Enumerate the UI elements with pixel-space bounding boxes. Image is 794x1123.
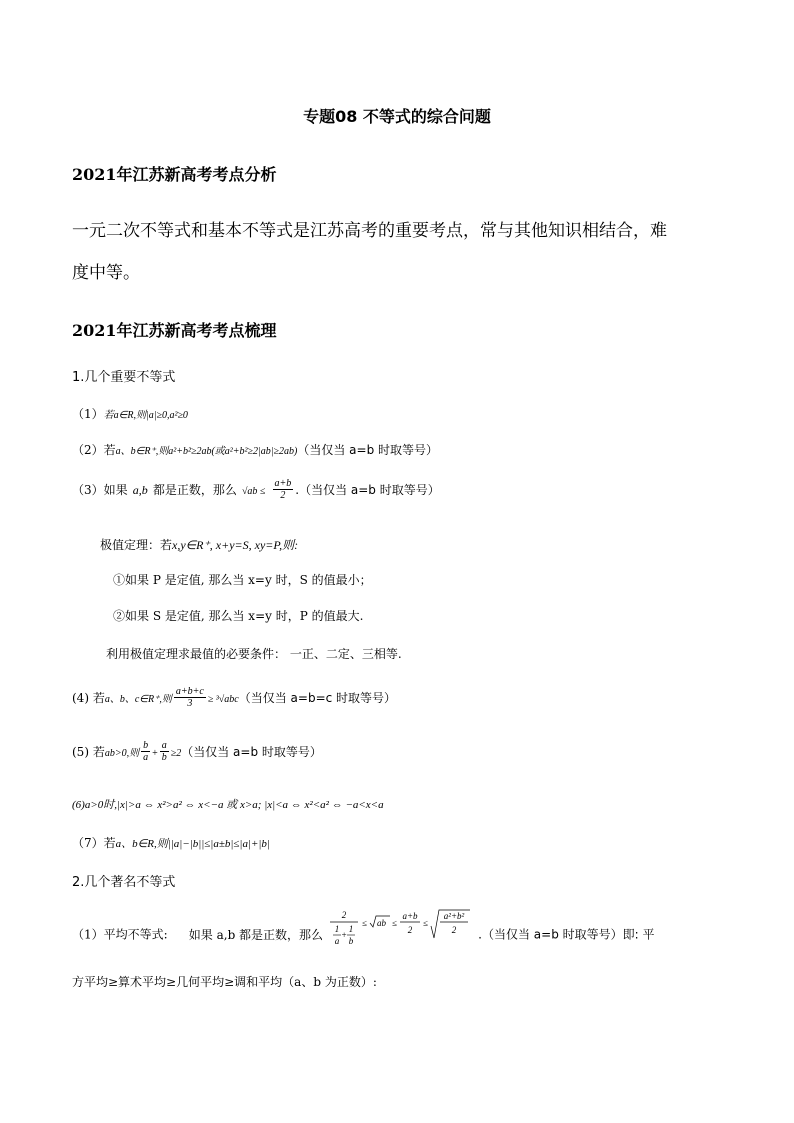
svg-text:≤: ≤ [423,918,429,928]
svg-text:a+b: a+b [402,911,418,921]
analysis-line-1: 一元二次不等式和基本不等式是江苏高考的重要考点，常与其他知识相结合，难 [72,221,667,241]
item-label: （2）若 [72,443,116,457]
equality-note: .（当仅当 a=b 时取等号）即: 平 [478,927,655,942]
inequality-item-2 [72,439,438,458]
svg-text:a: a [334,936,340,946]
svg-text:b: b [348,936,354,946]
analysis-line-2: 度中等。 [72,263,140,283]
item-label: （1） [72,407,104,421]
item-label: (4) 若 [72,691,105,705]
mean-chain-formula [328,908,478,960]
svg-text:2: 2 [451,925,457,935]
svg-text:2: 2 [407,925,413,935]
item-vars: a,b [132,483,148,497]
item-label: (5) 若 [72,745,105,759]
item-math: ab>0,则 [104,748,140,759]
item-rhs: ≥ ³√abc [207,694,239,705]
svg-text:a²+b²: a²+b² [443,911,465,921]
svg-text:2: 2 [341,910,347,920]
equality-note: （当仅当 a=b 时取等号） [181,745,322,759]
svg-text:1: 1 [334,924,340,934]
item-label: （7）若 [72,836,116,850]
item-math: a、b∈R⁺,则a²+b²≥2ab(或a²+b²≥2|ab|≥2ab) [115,446,298,457]
svg-text:≤: ≤ [392,918,398,928]
mean-inequality [72,908,654,960]
inequality-item-3 [72,478,440,501]
item-math: a、b∈R,则||a|−|b||≤|a±b|≤|a|+|b| [115,838,270,850]
heading-important-inequalities: 1.几个重要不等式 [72,370,176,385]
theorem-intro: 极值定理：若 [100,538,173,552]
heading-famous-inequalities: 2.几个著名不等式 [72,875,176,890]
equality-note: .（当仅当 a=b 时取等号） [295,483,440,497]
item-lhs: √ab ≤ [241,486,266,497]
item-label: （3）如果 [72,483,128,497]
item-text: 都是正数，那么 [152,483,237,497]
svg-text:+: + [341,930,348,940]
page-title: 专题08 不等式的综合问题 [303,107,491,126]
equality-note: （当仅当 a=b=c 时取等号） [238,691,397,705]
circled-one-icon: ① [113,573,126,587]
fraction: $\frac{a+b+c}{3}$ [175,686,204,709]
fraction: $\frac{a+b}{2}$ [274,478,292,501]
inequality-item-7 [72,832,270,851]
inequality-item-5: (5) 若ab>0,则 $\frac{b}{a}$ + $\frac{a}{b}$ ≥2（当仅当 a=b 时取等号） [72,740,322,763]
theorem-conditions: 利用极值定理求最值的必要条件： 一正、二定、三相等. [106,647,402,661]
item-text: 如果 a,b 都是正数，那么 [188,927,324,942]
item-label: （1）平均不等式: [72,927,168,942]
inequality-item-4 [72,686,396,709]
extremum-theorem [100,534,298,553]
theorem-point-2: ②如果 S 是定值, 那么当 x=y 时，P 的值最大. [113,609,364,623]
item-math: 若a∈R,则|a|≥0,a²≥0 [103,410,188,421]
fraction: $\frac{b}{a}$ [143,740,149,763]
section-heading-analysis: 2021年江苏新高考考点分析 [72,165,277,184]
svg-text:1: 1 [348,924,354,934]
mean-inequality-line-2: 方平均≥算术平均≥几何平均≥调和平均（a、b 为正数）: [72,975,377,989]
inequality-item-6: (6)a>0时,|x|>a ⇔ x²>a² ⇔ x<−a 或 x>a; |x|<a ⇔ x²<a² ⇔ −a<x<a [72,799,384,811]
fraction: $\frac{a}{b}$ [161,740,167,763]
item-rhs: ≥2 [170,748,182,759]
theorem-condition: x,y∈R⁺, x+y=S, xy=P,则: [172,538,299,552]
equality-note: （当仅当 a=b 时取等号） [297,443,439,457]
section-heading-review: 2021年江苏新高考考点梳理 [72,321,277,340]
svg-text:≤: ≤ [362,918,368,928]
inequality-item-1 [72,403,188,422]
item-math: a、b、c∈R⁺,则 [104,694,172,705]
circled-two-icon: ② [113,609,126,623]
theorem-point-1: ①如果 P 是定值, 那么当 x=y 时，S 的值最小； [113,573,372,587]
svg-text:ab: ab [377,918,387,928]
